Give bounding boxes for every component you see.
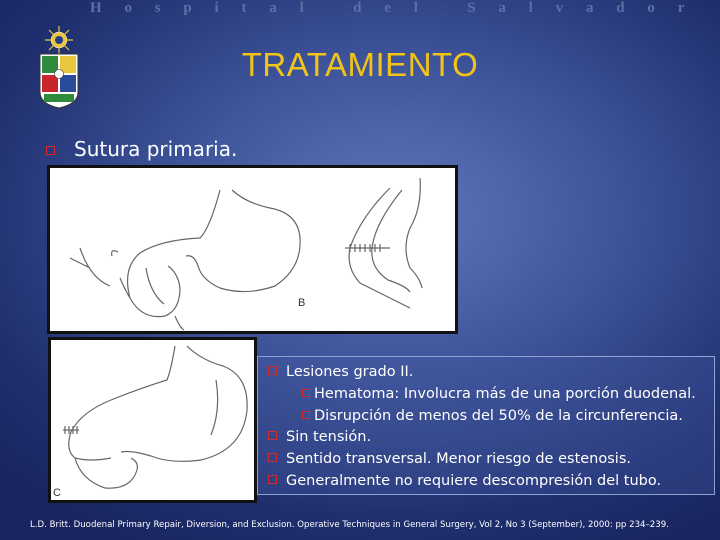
stomach-duodenum-drawing-c	[51, 340, 254, 500]
list-item-generalmente: Generalmente no requiere descompresión del tubo.	[268, 473, 661, 489]
square-bullet-icon	[268, 366, 277, 375]
list-item-sentido: Sentido transversal. Menor riesgo de estenosis.	[268, 451, 631, 467]
square-bullet-icon	[268, 475, 277, 484]
square-bullet-icon	[302, 411, 310, 419]
list-item-hematoma: Hematoma: Involucra más de una porción duodenal.	[302, 386, 696, 402]
citation: L.D. Britt. Duodenal Primary Repair, Diversion, and Exclusion. Operative Techniques in General Surgery, Vol 2, No 3 (September), 2000: pp 234–239.	[30, 520, 669, 530]
figure-c-label: C	[53, 487, 61, 499]
list-item-lesiones: Lesiones grado II.	[268, 364, 413, 380]
surgical-illustration-c	[48, 337, 257, 503]
slide-title: TRATAMIENTO	[241, 46, 479, 83]
main-bullet-text: Sutura primaria.	[74, 137, 238, 161]
list-item-disrupcion: Disrupción de menos del 50% de la circunferencia.	[302, 408, 683, 424]
square-bullet-icon	[268, 431, 277, 440]
hospital-name: Hospital del Salvador	[90, 0, 708, 16]
square-bullet-icon	[302, 389, 310, 397]
stomach-duodenum-drawing-b	[50, 168, 455, 331]
square-bullet-icon	[46, 146, 55, 155]
surgical-illustration-b	[47, 165, 458, 334]
list-item-sin-tension: Sin tensión.	[268, 429, 371, 445]
header-band	[0, 0, 720, 22]
square-bullet-icon	[268, 453, 277, 462]
figure-b-label: B	[298, 297, 306, 309]
